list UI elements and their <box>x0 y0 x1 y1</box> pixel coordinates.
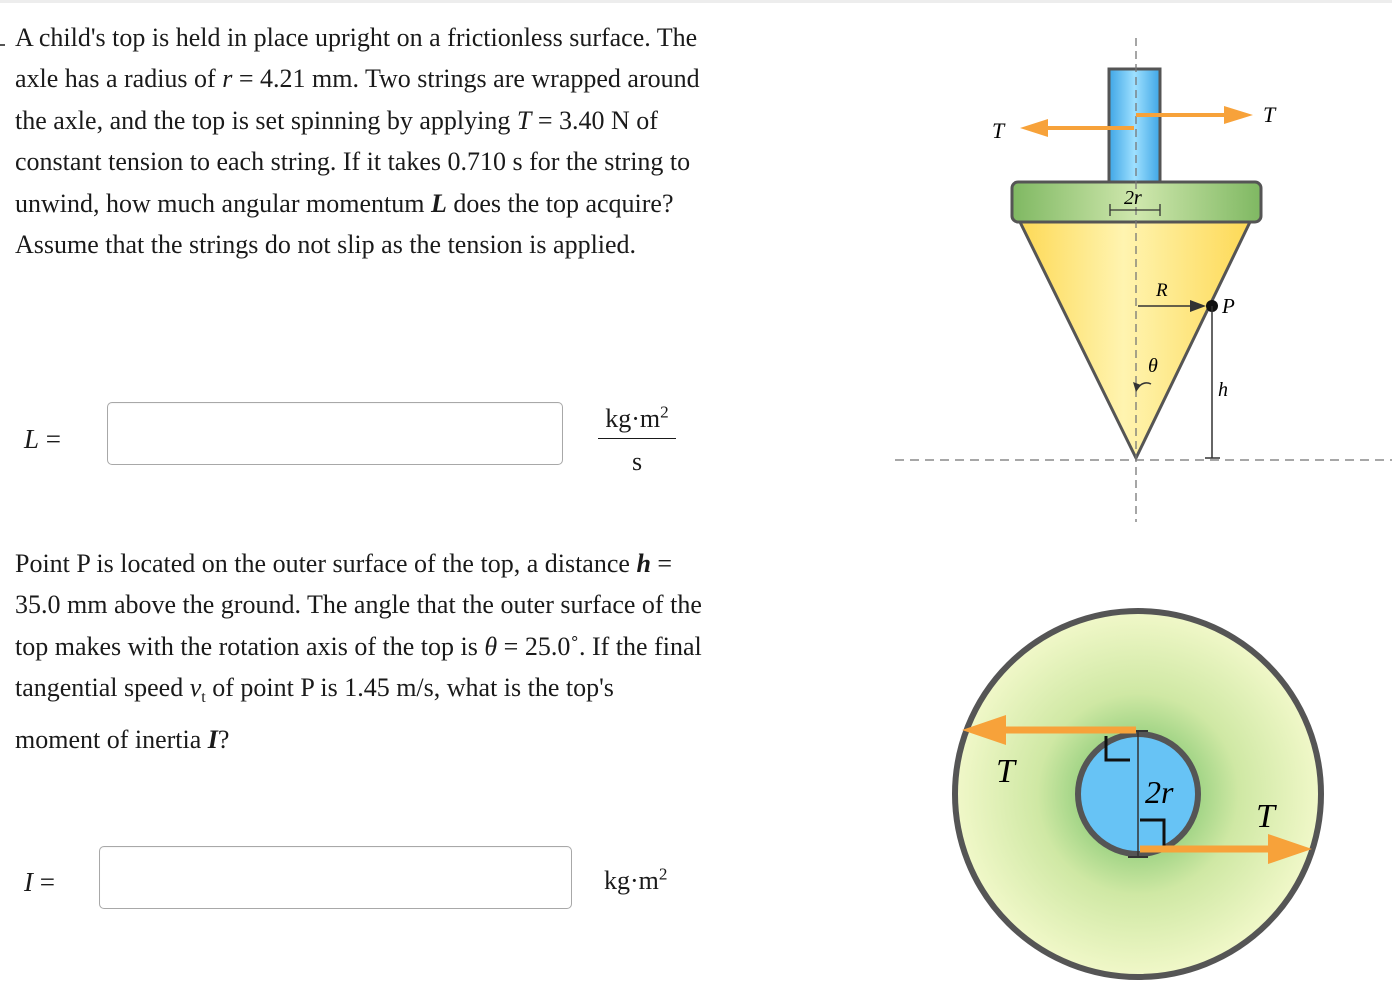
side-2r-label: 2r <box>1124 187 1142 209</box>
answer-2-label: I = <box>24 867 55 897</box>
cone-body <box>1020 222 1250 458</box>
answer-2-unit: $kg\cdot m^2$ <box>604 864 668 895</box>
P-label: P <box>1222 294 1235 318</box>
h-label: h <box>1218 379 1228 401</box>
question-2-text: Point P is located on the outer surface of the top, a distance h = 35.0 mm above the ground. The angle that the outer surface of the top makes with the rotation axis of the top is θ = 25.0˚. If the final tangential speed $v_t$ of point P is 1.45 m/s, what is the top's moment of inertia I? <box>15 549 702 754</box>
question-1-text: A child's top is held in place upright on a frictionless surface. The axle has a radius of r = 4.21 mm. Two strings are wrapped around the axle, and the top is set spinning by applying T = 3.40 N of constant tension to each string. If it takes 0.710 s for the string to unwind, how much angular momentum L does the top acquire? Assume that the strings do not slip as the tension is applied. <box>15 23 700 260</box>
side-T-left-label: T <box>992 118 1005 143</box>
plan-T-right-label: T <box>1256 798 1275 835</box>
top-plan-view-diagram <box>955 611 1321 977</box>
right-tension-arrowhead <box>1224 106 1253 124</box>
side-T-right-label: T <box>1263 102 1276 127</box>
axle <box>1109 69 1160 182</box>
left-tension-arrowhead <box>1020 119 1048 137</box>
plan-2r-label: 2r <box>1145 774 1174 810</box>
R-label: R <box>1156 280 1168 301</box>
plan-T-left-label: T <box>996 753 1015 790</box>
answer-1-unit: $\frac{kg\cdot m^2}{s}$ <box>598 404 676 477</box>
answer-1-label: L = <box>24 424 62 454</box>
theta-label: θ <box>1148 355 1158 377</box>
